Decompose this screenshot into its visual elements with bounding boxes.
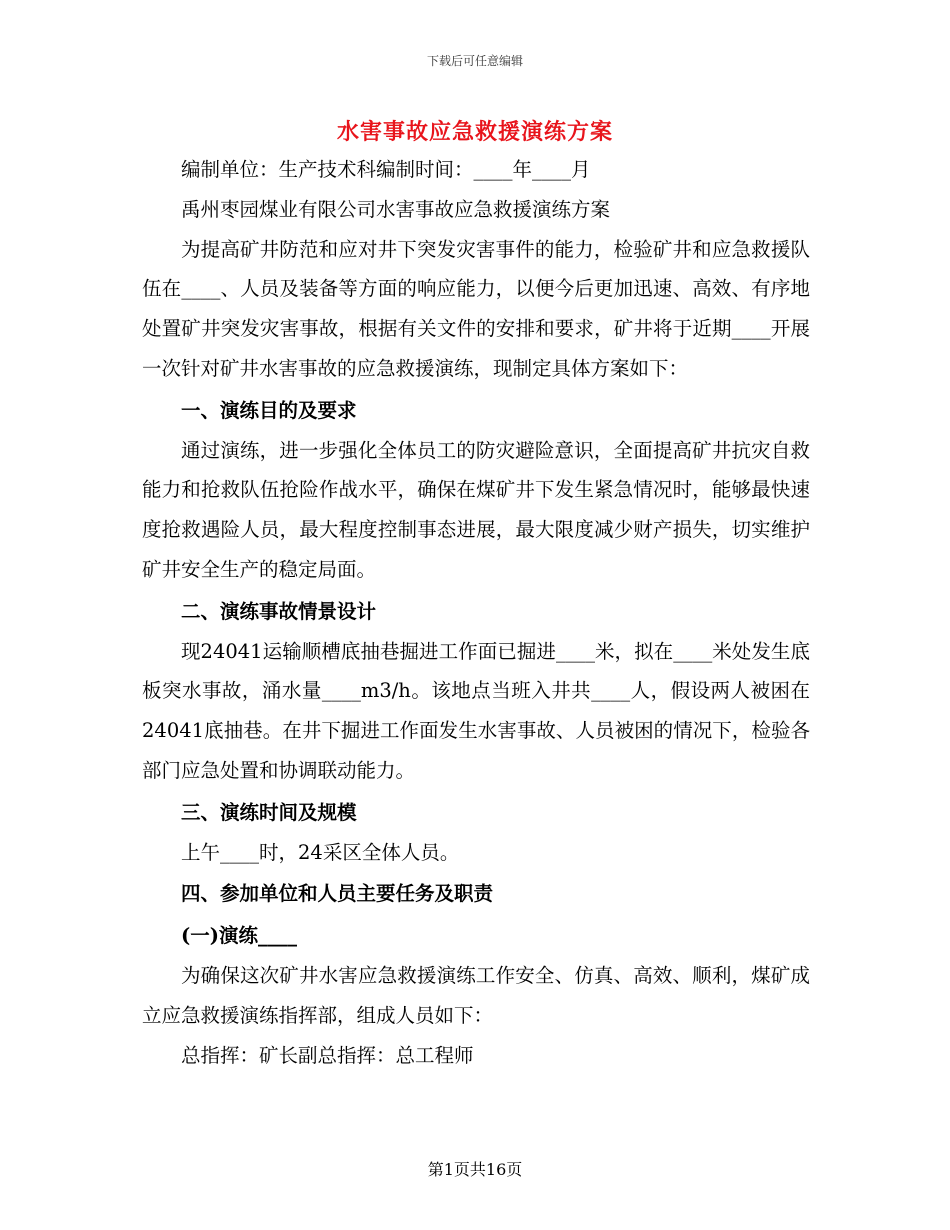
section2-blank-2: ____ (673, 639, 713, 663)
section2-blank-1: ____ (555, 639, 595, 663)
intro-paragraph (142, 230, 810, 389)
section2-text-5: 人，假设两人被困在24041底抽巷。在井下掘进工作面发生水害事故、人员被困的情况下，检验各部门应急处置和协调联动能力。 (142, 679, 810, 782)
meta-unit: 编制单位：生产技术科编制时间： (181, 158, 474, 181)
page-header: 下载后可任意编辑 (426, 54, 523, 68)
intro-text-3: 开展一次针对矿井水害事故的应急救援演练，现制定具体方案如下： (142, 317, 810, 380)
section3-text-1: 上午 (181, 840, 221, 864)
section2-text-3: 米处发生底板突水事故，涌水量 (142, 639, 810, 703)
document-title: 水害事故应急救援演练方案 (336, 119, 613, 145)
intro-text-2: 、人员及装备等方面的响应能力，以便今后更加迅速、高效、有序地处置矿井突发灾害事故，根据有关文件的安排和要求，矿井将于近期 (142, 277, 810, 341)
intro-blank-1: ____ (181, 277, 221, 301)
section1-body: 通过演练，进一步强化全体员工的防灾避险意识，全面提高矿井抗灾自救能力和抢救队伍抢险作战水平，确保在煤矿井下发生紧急情况时，能够最快速度抢救遇险人员，最大程度控制事态进展，最大限度减少财产损失，切实维护矿井安全生产的稳定局面。 (142, 438, 810, 581)
section3-text-2: 时，24采区全体人员。 (259, 840, 460, 864)
sub-heading-text: (一)演练 (181, 924, 258, 948)
section2-heading: 二、演练事故情景设计 (181, 599, 377, 623)
intro-text-1: 为提高矿井防范和应对井下突发灾害事件的能力，检验矿井和应急救援队伍在 (142, 237, 810, 301)
section1-heading: 一、演练目的及要求 (181, 398, 357, 422)
section4-sub-heading (142, 916, 810, 956)
section2-blank-4: ____ (591, 679, 631, 703)
meta-year: 年 (512, 158, 533, 181)
section2-text-1: 现24041运输顺槽底抽巷掘进工作面已掘进 (181, 639, 556, 663)
section2-blank-3: ____ (321, 679, 361, 703)
section3-blank-1: ____ (220, 840, 260, 864)
section4-body: 为确保这次矿井水害应急救援演练工作安全、仿真、高效、顺利，煤矿成立应急救援演练指挥部，组成人员如下： (142, 963, 810, 1027)
section2-text-2: 米，拟在 (594, 639, 674, 663)
meta-month-blank: ____ (532, 158, 572, 181)
commander-line: 总指挥：矿长副总指挥：总工程师 (181, 1043, 474, 1067)
meta-year-blank: ____ (473, 158, 513, 181)
intro-blank-2: ____ (731, 317, 771, 341)
section2-body (142, 632, 810, 791)
meta-month: 月 (571, 158, 591, 181)
section4-heading: 四、参加单位和人员主要任务及职责 (181, 882, 494, 906)
section2-text-4: m3/h。该地点当班入井共 (360, 679, 592, 703)
section3-body (142, 833, 810, 873)
section3-heading: 三、演练时间及规模 (181, 800, 357, 824)
page-footer: 第1页共16页 (427, 1160, 523, 1179)
meta-line (142, 150, 810, 190)
document-body (142, 150, 810, 1075)
company-line: 禹州枣园煤业有限公司水害事故应急救援演练方案 (181, 197, 611, 221)
sub-heading-blank: ____ (257, 924, 297, 948)
